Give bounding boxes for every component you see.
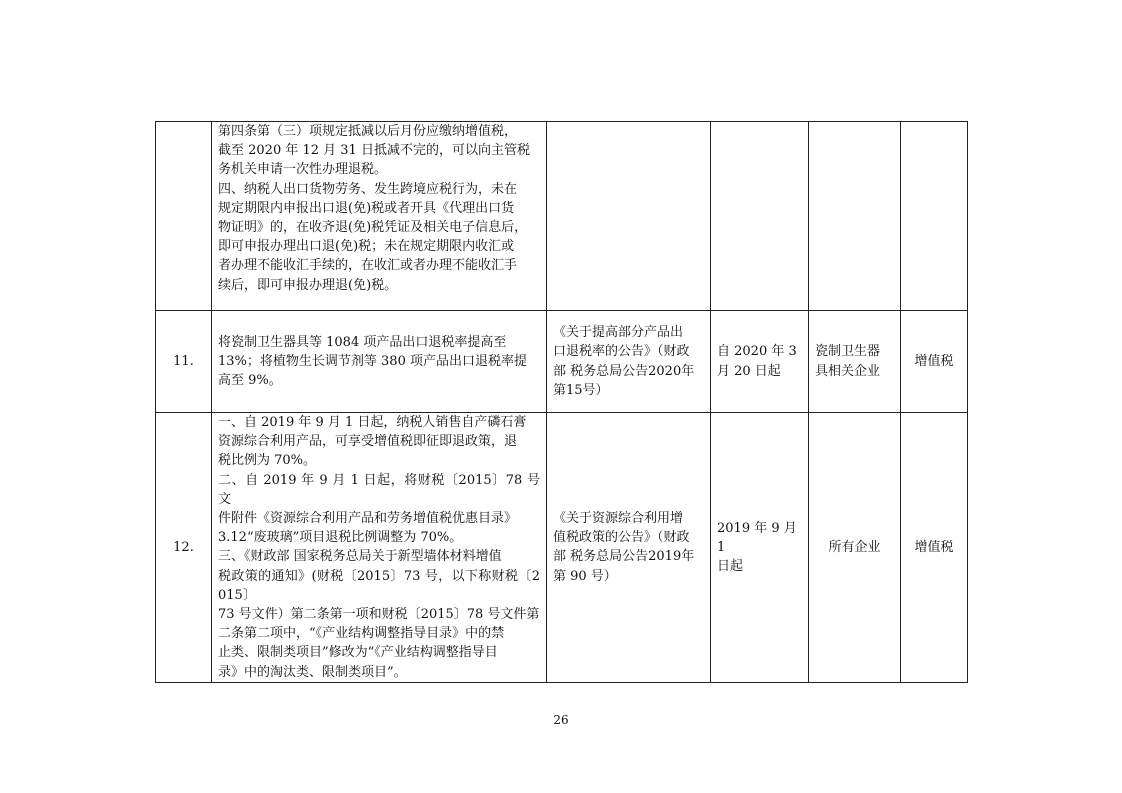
basis-line: 第15号） xyxy=(553,382,609,398)
policy-basis xyxy=(547,311,711,413)
content-line: 税政策的通知》(财税〔2015〕73 号，以下称财税〔2015〕 xyxy=(218,568,540,603)
scope-line: 瓷制卫生器 xyxy=(815,344,881,360)
content-line: 件附件《资源综合利用产品和劳务增值税优惠目录》 xyxy=(218,511,518,527)
table-row xyxy=(156,122,968,311)
content-line: 73 号文件）第二条第一项和财税〔2015〕78 号文件第 xyxy=(218,607,540,623)
applicable-scope xyxy=(809,311,901,413)
content-line: 13%；将植物生长调节剂等 380 项产品出口退税率提 xyxy=(218,353,527,369)
basis-line: 《关于资源综合利用增 xyxy=(553,511,684,527)
content-line: 资源综合利用产品，可享受增值税即征即退政策，退 xyxy=(218,434,518,450)
content-line: 第四条第（三）项规定抵减以后月份应缴纳增值税， xyxy=(218,124,518,139)
content-line: 规定期限内申报出口退(免)税或者开具《代理出口货 xyxy=(218,200,515,216)
table-row xyxy=(156,413,968,683)
content-line: 高至 9%。 xyxy=(218,373,282,389)
policy-content xyxy=(212,122,547,311)
content-line: 3.12“废玻璃”项目退税比例调整为 70%。 xyxy=(218,530,463,546)
content-line: 者办理不能收汇手续的，在收汇或者办理不能收汇手 xyxy=(218,258,518,274)
effective-date xyxy=(711,311,809,413)
effective-date xyxy=(711,122,809,311)
content-line: 即可申报办理出口退(免)税；未在规定期限内收汇或 xyxy=(218,239,515,255)
content-line: 二条第二项中，“《产业结构调整指导目录》中的禁 xyxy=(218,626,505,642)
basis-line: 《关于提高部分产品出 xyxy=(553,325,684,341)
content-line: 二、自 2019 年 9 月 1 日起，将财税〔2015〕78 号文 xyxy=(218,472,540,507)
content-line: 止类、限制类项目”修改为“《产业结构调整指导目 xyxy=(218,645,498,661)
row-number xyxy=(156,122,212,311)
content-line: 截至 2020 年 12 月 31 日抵减不完的，可以向主管税 xyxy=(218,143,530,159)
content-line: 录》中的淘汰类、限制类项目”。 xyxy=(218,664,407,680)
policy-basis xyxy=(547,413,711,683)
content-line: 四、纳税人出口货物劳务、发生跨境应税行为，未在 xyxy=(218,181,518,197)
content-line: 续后，即可申报办理退(免)税。 xyxy=(218,277,398,293)
basis-line: 部 税务总局公告2020年 xyxy=(553,363,695,379)
date-line: 日起 xyxy=(717,559,744,575)
applicable-scope xyxy=(809,122,901,311)
basis-line: 值税政策的公告》（财政 xyxy=(553,530,690,546)
content-line: 三、《财政部 国家税务总局关于新型墙体材料增值 xyxy=(218,549,502,565)
applicable-scope xyxy=(809,413,901,683)
page-number: 26 xyxy=(553,713,569,727)
row-number: 11. xyxy=(156,311,212,413)
content-line: 将瓷制卫生器具等 1084 项产品出口退税率提高至 xyxy=(218,334,507,350)
date-line: 2019 年 9 月 1 xyxy=(717,520,797,555)
scope-line: 所有企业 xyxy=(828,539,881,555)
content-line: 一、自 2019 年 9 月 1 日起，纳税人销售自产磷石膏 xyxy=(218,415,527,430)
tax-type: 增值税 xyxy=(901,413,968,683)
basis-line: 部 税务总局公告2019年 xyxy=(553,549,695,565)
content-line: 务机关申请一次性办理退税。 xyxy=(218,162,388,178)
scope-line: 具相关企业 xyxy=(815,363,881,379)
basis-line: 口退税率的公告》（财政 xyxy=(553,344,690,360)
effective-date xyxy=(711,413,809,683)
tax-type: 增值税 xyxy=(901,311,968,413)
date-line: 自 2020 年 3 xyxy=(717,344,797,360)
basis-line: 第 90 号） xyxy=(553,568,617,584)
policy-basis xyxy=(547,122,711,311)
policy-content xyxy=(212,311,547,413)
content-line: 物证明》的，在收齐退(免)税凭证及相关电子信息后， xyxy=(218,220,528,236)
tax-type xyxy=(901,122,968,311)
date-line: 月 20 日起 xyxy=(717,363,781,379)
content-line: 税比例为 70%。 xyxy=(218,453,317,469)
table-row xyxy=(156,311,968,413)
policy-table xyxy=(155,121,968,683)
policy-content xyxy=(212,413,547,683)
row-number: 12. xyxy=(156,413,212,683)
